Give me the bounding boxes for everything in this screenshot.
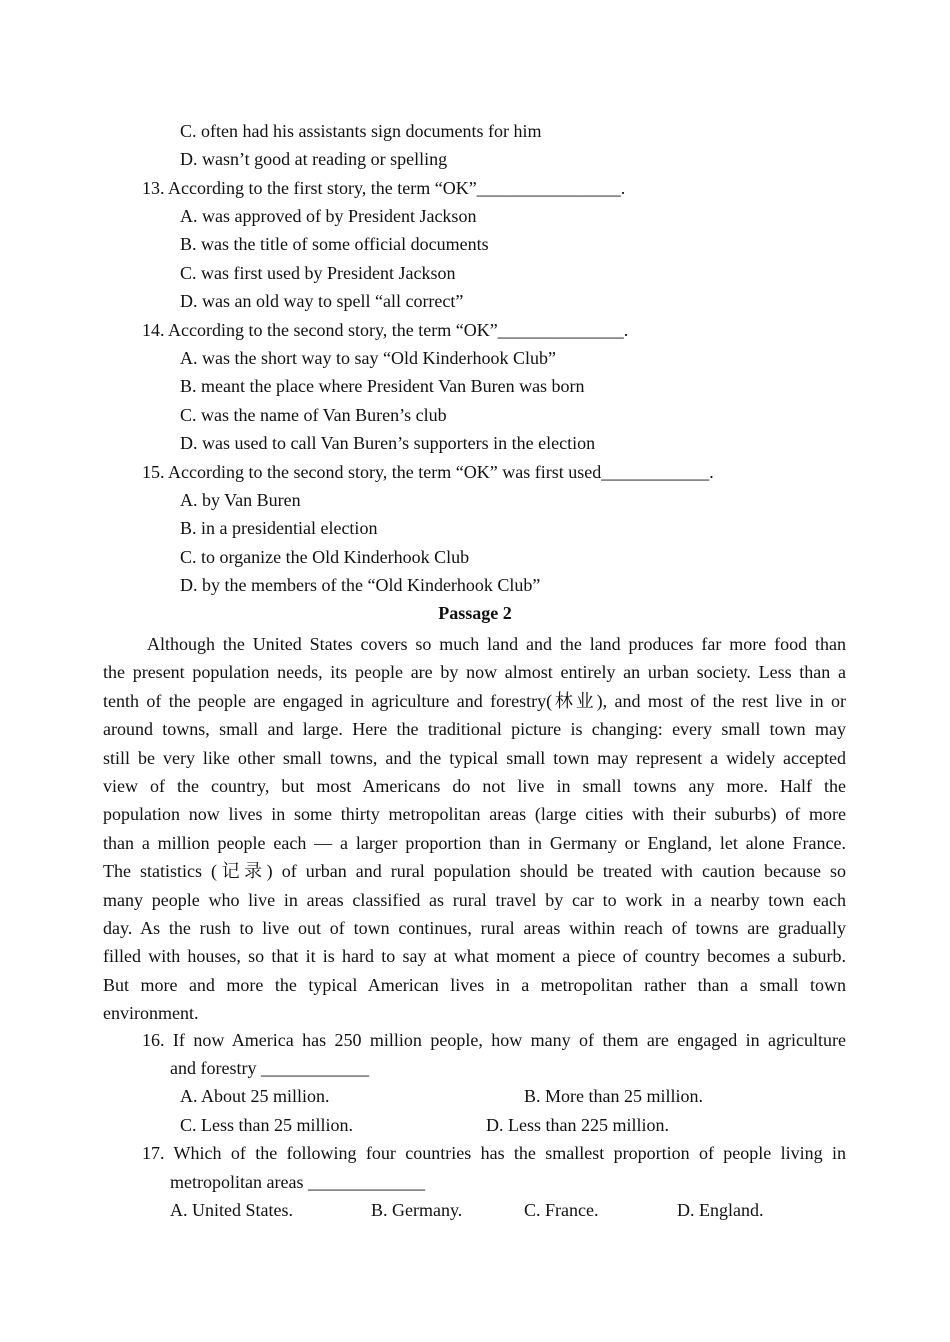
passage-line: day. As the rush to live out of town continues, rural areas within reach of towns are gradually	[103, 917, 846, 938]
q16-stem-line1: 16. If now America has 250 million people, how many of them are engaged in agriculture	[142, 1030, 846, 1050]
q12-option-d: D. wasn’t good at reading or spelling	[180, 149, 448, 169]
q16-option-a: A. About 25 million.	[180, 1086, 330, 1106]
passage-line: many people who live in areas classified as rural travel by car to work in a nearby town each	[103, 889, 846, 910]
passage-body	[103, 630, 846, 1027]
q13-option-d: D. was an old way to spell “all correct”	[180, 291, 464, 311]
q14-stem: 14. According to the second story, the term “OK”______________.	[142, 320, 629, 340]
q16-option-d: D. Less than 225 million.	[486, 1115, 669, 1135]
passage-line: still be very like other small towns, and the typical small town may represent a widely accepted	[103, 747, 846, 768]
passage-title: Passage 2	[438, 603, 512, 623]
passage-line: environment.	[103, 1003, 199, 1024]
passage-line: than a million people each — a larger proportion than in Germany or England, let alone France.	[103, 832, 846, 853]
q14-option-d: D. was used to call Van Buren’s supporters in the election	[180, 433, 596, 453]
passage-line: around towns, small and large. Here the traditional picture is changing: every small town may	[103, 719, 846, 740]
q16-option-b: B. More than 25 million.	[524, 1086, 703, 1106]
passage-line: the present population needs, its people are by now almost entirely an urban society. Less than a	[103, 662, 846, 683]
q17-stem-line1: 17. Which of the following four countries has the smallest proportion of people living in	[142, 1143, 846, 1163]
passage-line: population now lives in some thirty metropolitan areas (large cities with their suburbs) of more	[103, 804, 846, 825]
q15-option-b: B. in a presidential election	[180, 518, 378, 538]
q15-option-c: C. to organize the Old Kinderhook Club	[180, 547, 470, 567]
q17-option-a: A. United States.	[170, 1200, 293, 1220]
q17-option-d: D. England.	[677, 1200, 764, 1220]
q15-option-d: D. by the members of the “Old Kinderhook Club”	[180, 575, 541, 595]
q17-option-b: B. Germany.	[371, 1200, 463, 1220]
q15-stem: 15. According to the second story, the term “OK” was first used____________.	[142, 462, 714, 482]
q15-option-a: A. by Van Buren	[180, 490, 301, 510]
q13-option-a: A. was approved of by President Jackson	[180, 206, 477, 226]
q14-option-b: B. meant the place where President Van Buren was born	[180, 376, 585, 396]
q16-option-c: C. Less than 25 million.	[180, 1115, 353, 1135]
q13-option-b: B. was the title of some official documents	[180, 234, 489, 254]
q16-stem-line2: and forestry ____________	[170, 1058, 369, 1078]
q13-option-c: C. was first used by President Jackson	[180, 263, 456, 283]
q17-option-c: C. France.	[524, 1200, 599, 1220]
passage-line: But more and more the typical American lives in a metropolitan rather than a small town	[103, 974, 846, 995]
passage-line: The statistics (记录) of urban and rural population should be treated with caution because so	[103, 861, 846, 882]
q14-option-a: A. was the short way to say “Old Kinderhook Club”	[180, 348, 556, 368]
passage-line: view of the country, but most Americans do not live in small towns any more. Half the	[103, 775, 846, 796]
q14-option-c: C. was the name of Van Buren’s club	[180, 405, 447, 425]
passage-line: filled with houses, so that it is hard to say at what moment a piece of country becomes a suburb.	[103, 946, 846, 967]
passage-line: tenth of the people are engaged in agriculture and forestry(林业), and most of the rest live in or	[103, 690, 846, 711]
q13-stem: 13. According to the first story, the term “OK”________________.	[142, 178, 626, 198]
q17-stem-line2: metropolitan areas _____________	[170, 1172, 425, 1192]
passage-line: Although the United States covers so much land and the land produces far more food than	[147, 634, 846, 654]
q12-option-c: C. often had his assistants sign documents for him	[180, 121, 542, 141]
